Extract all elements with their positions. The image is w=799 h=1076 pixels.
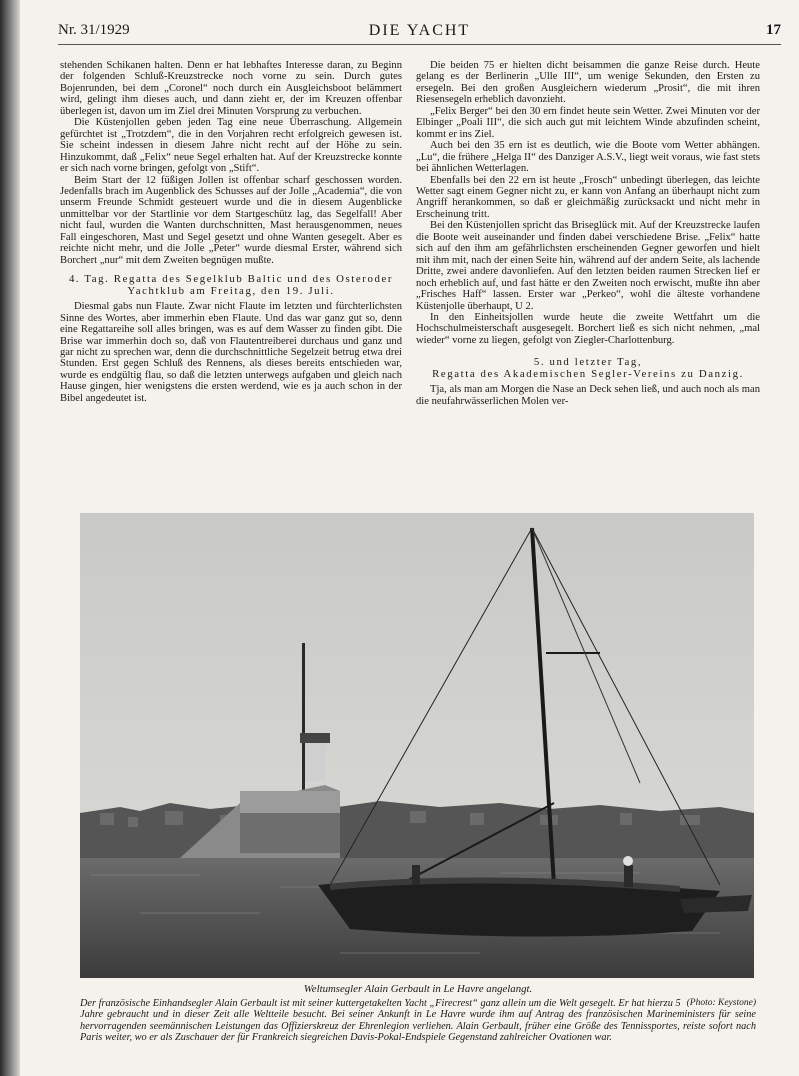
caption-text: Der französische Einhandsegler Alain Gerbault ist mit seiner kuttergetakelten Yacht „Firecrest“ ganz allein um die Welt gesegelt. Er hat hierzu 5 Jahre gebraucht und in dieser Zeit alle Weltteile besucht. Bei seiner Ankunft in Le Havre wurde ihm auf Antrag des französischen Marineministers für seine hervorragenden seemännischen Leistungen das Offizierskreuz der Ehrenlegion verliehen. Alain Gerbault, früher eine Größe des Tennissportes, reiste sofort nach Paris weiter, wo er als Zuschauer der für Frankreich siegreichen Davis-Pokal-Endspiele Gegenstand zahlreicher Ovationen war.	[80, 998, 756, 1043]
paragraph: „Felix Berger“ bei den 30 ern findet heute sein Wetter. Zwei Minuten vor der Elbinger „Poali III“, die sich auch gut mit leichtem Winde abzufinden scheint, kommt er ins Ziel.	[416, 105, 760, 140]
paragraph: In den Einheitsjollen wurde heute die zweite Wettfahrt um die Hochschulmeisterschaft ausgesegelt. Borchert ließ es sich nicht nehmen, „mal wieder“ vorne zu liegen, gefolgt von Ziegler-Charlottenburg.	[416, 311, 760, 346]
page-header	[58, 22, 781, 42]
caption-title: Weltumsegler Alain Gerbault in Le Havre angelangt.	[303, 983, 533, 995]
issue-number: Nr. 31/1929	[58, 22, 130, 38]
photo-caption	[80, 984, 756, 1043]
book-binding-shadow	[0, 0, 20, 1076]
yacht-photo-image	[80, 513, 754, 978]
left-column	[60, 60, 402, 404]
right-column	[416, 60, 760, 407]
paragraph: Diesmal gabs nun Flaute. Zwar nicht Flaute im letzten und fürchterlichsten Sinne des Wortes, aber immerhin eben Flaute. Und das war ganz gut so, denn eine Regattareihe soll alles bringen, was es auf dem Wasser zu finden gibt. Die Brise war immerhin doch so, daß von Flautentreiberei durchaus und ganz und gar nicht zu sprechen war, denn die durchschnittliche Segelzeit betrug etwa drei Stunden. Erst gegen Schluß des Rennens, als dieses bereits entschieden war, wurde es endgültig flau, so daß die letzten unterwegs aufgaben und gleich nach Hause gingen, hier wenigstens die ersten werdend, wie es ja auch schon in der Bibel angedeutet ist.	[60, 301, 402, 404]
paragraph: Die beiden 75 er hielten dicht beisammen die ganze Reise durch. Heute gelang es der Berlinerin „Ulle III“, um wenige Sekunden, den Ersten zu ersegeln. Bei den großen Ausgleichern wiederum „Prosit“, die mit ihren Riesensegeln erheblich davonzieht.	[416, 60, 760, 106]
paragraph: Bei den Küstenjollen spricht das Briseglück mit. Auf der Kreuzstrecke laufen die Boote weit auseinander und finden dabei verschiedene Brise. „Felix“ hatte sich auf den ihm am gefährlichsten erscheinenden Gegner geworfen und hielt mit ihm mit, nach der einen Seite hin, während auf der andern Seite, als lachende Dritte, zwei andere davonliefen. Auf den letzten beiden raumen Strecken lief er noch erheblich auf, und fast hätte er den Zweiten noch erwischt, mußte ihn aber „Frisches Haff“ lassen. Erster war „Perkeo“, wohl die älteste vorhandene Küstenjolle überhaupt, U 2.	[416, 220, 760, 312]
section-heading-day-5: 5. und letzter Tag,	[533, 356, 643, 369]
photo-credit: (Photo: Keystone)	[686, 998, 756, 1009]
paragraph: Auch bei den 35 ern ist es deutlich, wie die Boote vom Wetter abhängen. „Lu“, die frühere „Helga II“ des Danziger A.S.V., liegt weit voraus, wie fast stets bei ähnlichen Wetterlagen.	[416, 140, 760, 175]
paragraph: Ebenfalls bei den 22 ern ist heute „Frosch“ unbedingt überlegen, das leichte Wetter sagt einem Gegner nicht zu, er kann von Anfang an überhaupt nicht zum Angriff herankommen, so daß er gleichmäßig zurücksackt und nicht mehr in Erscheinung tritt.	[416, 174, 760, 220]
yacht-photograph	[80, 513, 754, 978]
magazine-title: DIE YACHT	[368, 22, 471, 39]
paragraph: stehenden Schikanen halten. Denn er hat lebhaftes Interesse daran, zu Beginn der folgenden Schluß-Kreuzstrecke noch vorne zu sein. Durch gutes Bojenrunden, bei dem „Coronel“ noch durch ein Ausgleichsboot belämmert wird, gelingt ihm dieses auch, und dann zieht er, der im Kreuzen offenbar überlegen ist, davon um im Ziel drei Minuten Vorsprung zu verbuchen.	[60, 60, 402, 117]
paragraph: Beim Start der 12 füßigen Jollen ist offenbar scharf geschossen worden. Jedenfalls brach im Augenblick des Schusses auf der Jolle „Academia“, die von unserm Freunde Schmidt gesteuert wurde und die in diesem Augenblicke unmittelbar vor der Startlinie vor dem Startgeschütz lag, das Segelfall! Aber nicht faul, wurden die Wanten durchschnitten, Mast herausgenommen, neues Fall eingeschoren, Mast und Segel gesetzt und ohne Wanten gesegelt. Aber es reichte nicht mehr, und die Jolle „Peter“ wurde diesmal Erster, während sich Borchert „nur“ mit dem Zweiten begnügen mußte.	[60, 174, 402, 266]
section-heading-day-5-subtitle: Regatta des Akademischen Segler-Vereins zu Danzig.	[432, 368, 744, 381]
paragraph: Tja, als man am Morgen die Nase an Deck sehen ließ, und auch noch als man die neufahrwässerlichen Molen ver-	[416, 384, 760, 407]
paragraph: Die Küstenjollen geben jeden Tag eine neue Überraschung. Allgemein gefürchtet ist „Trotzdem“, die in den Vorjahren recht erfolgreich gewesen ist. Sie scheint indessen in diesem Jahre nicht recht auf der Höhe zu sein. Hinzukommt, daß „Felix“ neue Segel erhalten hat. Auf der Kreuzstrecke konnte er sich nach vorne bringen, gefolgt von „Stift“.	[60, 117, 402, 175]
section-heading-day-4: 4. Tag. Regatta des Segelklub Baltic und des Osteroder Yachtklub am Freitag, den 19. Juli.	[68, 273, 394, 298]
header-rule	[58, 44, 781, 45]
page-number: 17	[766, 22, 781, 38]
